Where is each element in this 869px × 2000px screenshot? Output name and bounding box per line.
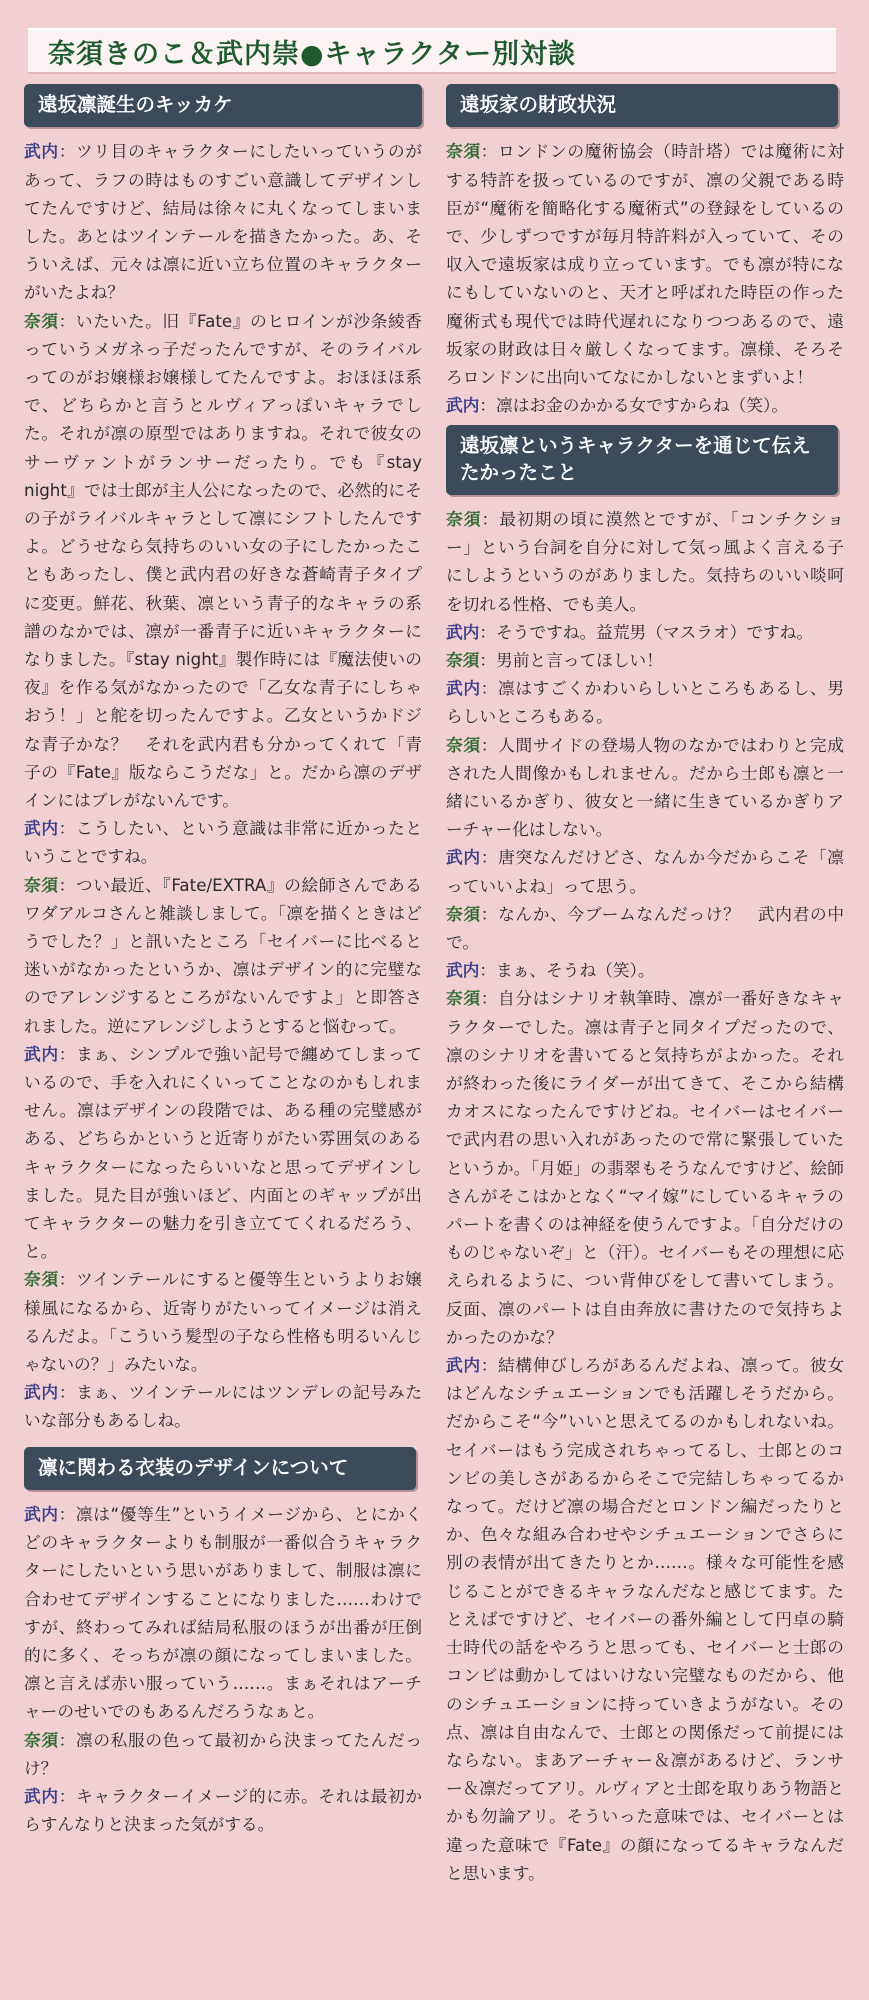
dialogue-entry xyxy=(446,391,844,419)
dialogue-text: ：凛はすごくかわいらしいところもあるし、男らしいところもある。 xyxy=(446,678,845,727)
dialogue-entry xyxy=(24,1782,422,1838)
page-title: 奈須きのこ＆武内崇●キャラクター別対談 xyxy=(48,38,577,70)
speaker-name: 武内 xyxy=(24,141,59,162)
dialogue-entry xyxy=(446,505,844,618)
dialogue-entry xyxy=(446,1351,844,1887)
dialogue-entry xyxy=(24,1378,422,1434)
speaker-name: 奈須 xyxy=(24,1269,59,1290)
dialogue-text: ：最初期の頃に漠然とですが、「コンチクショー」という台詞を自分に対して気っ風よく言える子にしようというのがありました。気持ちのいい啖呵を切れる性格、でも美人。 xyxy=(446,508,844,614)
speaker-name: 武内 xyxy=(446,621,480,642)
dialogue-text: ：結構伸びしろがあるんだよね、凛って。彼女はどんなシチュエーションでも活躍しそうだから。だからこそ“今”いいと思えてるのかもしれないね。セイバーはもう完成されちゃってるし、士郎とのコンビの美しさがあるからそこで完結しちゃってるかなって。だけど凛の場合だとロンドン編だったりとか、色々な組み合わせやシチュエーションでさらに別の表情が出てきたりとか……。様々な可能性を感じることができるキャラなんだなと感じてます。たとえばですけど、セイバーの番外編として円卓の騎士時代の話をやろうと思っても、セイバーと士郎のコンビは動かしてはいけない完璧なものだから、他のシチュエーションに持っていきようがない。その点、凛は自由なんで、士郎との関係だって前提にはならない。まあアーチャー＆凛があるけど、ランサー＆凛だってアリ。ルヴィアと士郎を取りあう物語とかも勿論アリ。そういった意味では、セイバーとは違った意味で『Fate』の顔になってるキャラなんだと思います。 xyxy=(446,1355,845,1883)
dialogue-text: ：いたいた。旧『Fate』のヒロインが沙条綾香っていうメガネっ子だったんですが、そのライバルってのがお嬢様お嬢様してたんですよ。おほほほ系で、どちらかと言うとルヴィアっぽいキャラでした。それが凛の原型ではありますね。それで彼女のサーヴァントがランサーだったり。でも『stay night』では士郎が主人公になったので、必然的にその子がライバルキャラとして凛にシフトしたんですよ。どうせなら気持ちのいい女の子にしたかったこともあったし、僕と武内君の好きな蒼崎青子タイプに変更。鮮花、秋葉、凛という青子的なキャラの系譜のなかでは、凛が一番青子に近いキャラクターになりました。『stay night』製作時には『魔法使いの夜』を作る気がなかったので「乙女な青子にしちゃおう！」と舵を切ったんですよ。乙女というかドジな青子かな？ それを武内君も分かってくれて「青子の『Fate』版ならこうだな」と。だから凛のデザインにはブレがないんです。 xyxy=(24,310,422,810)
speaker-name: 武内 xyxy=(24,1503,59,1524)
dialogue-entry xyxy=(446,956,844,984)
speaker-name: 武内 xyxy=(24,1786,59,1806)
speaker-name: 武内 xyxy=(446,960,480,981)
section-heading: 遠坂凛誕生のキッカケ xyxy=(24,84,422,127)
dialogue-entry xyxy=(24,307,422,815)
speaker-name: 奈須 xyxy=(446,988,481,1009)
dialogue-text: ：凛の私服の色って最初から決まってたんだっけ？ xyxy=(24,1729,423,1778)
dialogue-text: ：凛は“優等生”というイメージから、とにかくどのキャラクターよりも制服が一番似合うキャラクターにしたいという思いがありまして、制服は凛に合わせてデザインすることになりました……わけですが、終わってみれば結局私服のほうが出番が圧倒的に多く、そっちが凛の顔になってしまいました。凛と言えば赤い服っていう……。まぁそれはアーチャーのせいでのもあるんだろうなぁと。 xyxy=(24,1503,423,1722)
speaker-name: 武内 xyxy=(446,395,480,416)
dialogue-text: ：唐突なんだけどさ、なんか今だからこそ「凛っていいよね」って思う。 xyxy=(446,847,844,896)
speaker-name: 奈須 xyxy=(446,508,482,529)
dialogue-text: ：そうですね。益荒男（マスラオ）ですね。 xyxy=(479,621,814,642)
speaker-name: 奈須 xyxy=(24,1729,59,1750)
speaker-name: 奈須 xyxy=(24,310,59,331)
dialogue-entry xyxy=(24,1040,422,1266)
speaker-name: 奈須 xyxy=(446,649,480,670)
dialogue-entry xyxy=(446,843,844,899)
dialogue-text: ：ツリ目のキャラクターにしたいっていうのがあって、ラフの時はものすごい意識してデザインしてたんですけど、結局は徐々に丸くなってしまいました。あとはツインテールを描きたかった。あ、そういえば、元々は凛に近い立ち位置のキャラクターがいたよね？ xyxy=(24,141,423,303)
speaker-name: 奈須 xyxy=(446,903,481,924)
dialogue-text: ：ロンドンの魔術協会（時計塔）では魔術に対する特許を扱っているのですが、凛の父親である時臣が“魔術を簡略化する魔術式”の登録をしているので、少しずつですが毎月特許料が入っていて、その収入で遠坂家は成り立っています。でも凛が特になにもしていないのと、天才と呼ばれた時臣の作った魔術式も現代では時代遅れになりつつあるので、遠坂家の財政は日々厳しくなってます。凛様、そろそろロンドンに出向いてなにかしないとまずいよ！ xyxy=(446,141,845,387)
dialogue-entry xyxy=(446,646,844,674)
speaker-name: 武内 xyxy=(446,678,481,699)
speaker-name: 奈須 xyxy=(24,874,59,895)
page-title-bar xyxy=(28,28,836,74)
dialogue-entry xyxy=(24,137,422,306)
speaker-name: 武内 xyxy=(446,1355,481,1376)
dialogue-entry xyxy=(24,1726,422,1782)
dialogue-text: ：まぁ、そうね（笑）。 xyxy=(479,960,655,981)
section-heading: 凛に関わる衣装のデザインについて xyxy=(24,1447,416,1490)
dialogue-entry xyxy=(446,984,844,1351)
dialogue-entry xyxy=(446,618,844,646)
speaker-name: 奈須 xyxy=(446,141,481,162)
dialogue-text: ：キャラクターイメージ的に赤。それは最初からすんなりと決まった気がする。 xyxy=(24,1786,423,1835)
speaker-name: 武内 xyxy=(24,1382,59,1403)
dialogue-entry xyxy=(446,137,844,391)
dialogue-text: ：凛はお金のかかる女ですからね（笑）。 xyxy=(479,395,789,416)
right-column xyxy=(446,84,844,1887)
left-column xyxy=(24,84,422,1838)
dialogue-text: ：まぁ、ツインテールにはツンデレの記号みたいな部分もあるしね。 xyxy=(24,1382,423,1431)
dialogue-entry xyxy=(24,1500,422,1726)
dialogue-entry xyxy=(24,814,422,870)
dialogue-text: ：自分はシナリオ執筆時、凛が一番好きなキャラクターでした。凛は青子と同タイプだったので、凛のシナリオを書いてると気持ちがよかった。それが終わった後にライダーが出てきて、そこから結構カオスになったんですけどね。セイバーはセイバーで武内君の思い入れがあったので常に緊張していたというか。「月姫」の翡翠もそうなんですけど、絵師さんがそこはかとなく“マイ嫁”にしているキャラのパートを書くのは神経を使うんですよ。「自分だけのものじゃないぞ」と（汗）。セイバーもその理想に応えられるように、つい背伸びをして書いてしまう。反面、凛のパートは自由奔放に書けたので気持ちよかったのかな？ xyxy=(446,988,844,1347)
dialogue-text: ：なんか、今ブームなんだっけ？ 武内君の中で。 xyxy=(446,903,845,953)
dialogue-text: ：人間サイドの登場人物のなかではわりと完成された人間像かもしれません。だから士郎も凛と一緒にいるかぎり、彼女と一緒に生きているかぎりアーチャー化はしない。 xyxy=(446,734,844,840)
speaker-name: 奈須 xyxy=(446,734,481,755)
dialogue-entry xyxy=(24,871,422,1040)
dialogue-text: ：まぁ、シンプルで強い記号で纏めてしまっているので、手を入れにくいってことなのかもしれません。凛はデザインの段階では、ある種の完璧感がある、どちらかというと近寄りがたい雰囲気のあるキャラクターになったらいいなと思ってデザインしました。見た目が強いほど、内面とのギャップが出てキャラクターの魅力を引き立ててくれるだろう、と。 xyxy=(24,1043,422,1262)
section-heading: 遠坂家の財政状況 xyxy=(446,84,838,127)
speaker-name: 武内 xyxy=(24,1043,59,1064)
dialogue-text: ：こうしたい、という意識は非常に近かったということですね。 xyxy=(24,818,423,867)
dialogue-entry xyxy=(446,731,844,844)
dialogue-text: ：ツインテールにすると優等生というよりお嬢様風になるから、近寄りがたいってイメージは消えるんだよ。「こういう髪型の子なら性格も明るいんじゃないの？」みたいな。 xyxy=(24,1269,422,1375)
dialogue-entry xyxy=(24,1265,422,1378)
dialogue-entry xyxy=(446,674,844,730)
dialogue-text: ：男前と言ってほしい！ xyxy=(479,649,663,670)
speaker-name: 武内 xyxy=(24,818,59,839)
dialogue-entry xyxy=(446,900,844,956)
section-heading: 遠坂凛というキャラクターを通じて伝えたかったこと xyxy=(446,425,838,495)
dialogue-text: ：つい最近、『Fate/EXTRA』の絵師さんであるワダアルコさんと雑談しまして。「凛を描くときはどうでした？」と訊いたところ「セイバーに比べると迷いがなかったというか、凛はデザイン的に完璧なのでアレンジするところがないんですよ」と即答されました。逆にアレンジしようとすると悩むって。 xyxy=(24,874,422,1036)
speaker-name: 武内 xyxy=(446,847,481,868)
